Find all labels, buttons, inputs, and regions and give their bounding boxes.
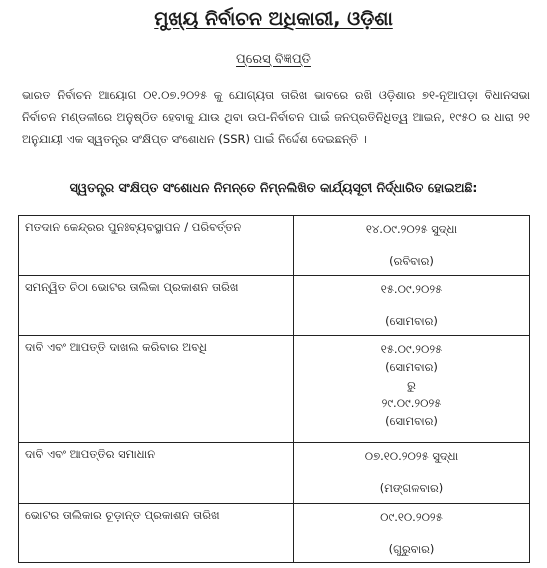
schedule-item-date-cell xyxy=(294,276,530,336)
schedule-item-label: ଭୋଟର ତାଲିକାର ଚୂଡ଼ାନ୍ତ ପ୍ରକାଶନ ତାରିଖ xyxy=(19,504,294,563)
body-paragraph: ଭାରତ ନିର୍ବାଚନ ଆୟୋଗ ୦୧.୦୭.୨୦୨୫ କୁ ଯୋଗ୍ୟତା ତାରିଖ ଭାବରେ ରଖି ଓଡ଼ିଶାର ୭୧-ନୂଆପଡ଼ା ବିଧାନସଭା ନିର୍ବାଚନ ମଣ୍ଡଳୀରେ ଅନୁଷ୍ଠିତ ହେବାକୁ ଯାଉ ଥିବା ଉପ-ନିର୍ବାଚନ ପାଇଁ ଜନପ୍ରତିନିଧିତ୍ୱ ଆଇନ, ୧୯୫୦ ର ଧାରା ୨୧ ଅନୁଯାୟୀ ଏକ ସ୍ୱତନ୍ତ୍ର ସଂକ୍ଷିପ୍ତ ସଂଶୋଧନ (SSR) ପାଇଁ ନିର୍ଦ୍ଦେଶ ଦେଇଛନ୍ତି । xyxy=(22,88,530,146)
schedule-day: (ମଙ୍ଗଳବାର) xyxy=(379,481,444,495)
schedule-date: ୦୯.୧୦.୨୦୨୫ xyxy=(380,510,443,524)
schedule-date: ୧୫.୦୯.୨୦୨୫ xyxy=(380,342,443,356)
press-release-heading xyxy=(0,52,547,67)
schedule-day: (ସୋମବାର) xyxy=(385,360,438,374)
schedule-item-date-cell xyxy=(294,504,530,563)
schedule-item-date-cell xyxy=(294,216,530,276)
table-row xyxy=(19,443,530,504)
schedule-item-date-cell xyxy=(294,336,530,443)
schedule-day: (ଗୁରୁବାର) xyxy=(388,542,435,556)
page-title xyxy=(0,8,547,30)
schedule-date-end: ୨୯.୦୯.୨୦୨୫ xyxy=(381,396,442,410)
schedule-date: ୧୪.୦୯.୨୦୨୫ ସୁଦ୍ଧା xyxy=(365,222,458,236)
table-row xyxy=(19,216,530,276)
table-row xyxy=(19,276,530,336)
table-row xyxy=(19,504,530,563)
page-title-text: ମୁଖ୍ୟ ନିର୍ବାଚନ ଅଧିକାରୀ, ଓଡ଼ିଶା xyxy=(154,8,393,30)
schedule-day-end: (ସୋମବାର) xyxy=(385,414,438,428)
schedule-date: ୧୫.୦୯.୨୦୨୫ xyxy=(380,282,443,296)
schedule-heading: ସ୍ୱତନ୍ତ୍ର ସଂକ୍ଷିପ୍ତ ସଂଶୋଧନ ନିମନ୍ତେ ନିମ୍ନଲିଖିତ କାର୍ଯ୍ୟସୂଚୀ ନିର୍ଦ୍ଧାରିତ ହୋଇଅଛି: xyxy=(69,180,478,195)
schedule-item-label: ଦାବି ଏବଂ ଆପତ୍ତିର ସମାଧାନ xyxy=(19,443,294,504)
schedule-date: ୦୭.୧୦.୨୦୨୫ ସୁଦ୍ଧା xyxy=(364,449,459,463)
schedule-item-label: ଦାବି ଏବଂ ଆପତ୍ତି ଦାଖଲ କରିବାର ଅବଧି xyxy=(19,336,294,443)
schedule-item-date-cell xyxy=(294,443,530,504)
schedule-day: (ରବିବାର) xyxy=(389,254,434,268)
table-row xyxy=(19,336,530,443)
schedule-item-label: ସମନ୍ୱିତ ଚିଠା ଭୋଟର ତାଲିକା ପ୍ରକାଶନ ତାରିଖ xyxy=(19,276,294,336)
schedule-day: (ସୋମବାର) xyxy=(385,314,438,328)
schedule-to: ରୁ xyxy=(407,378,416,392)
schedule-table xyxy=(18,215,530,563)
press-release-heading-text: ପ୍ରେସ୍ ବିଜ୍ଞପ୍ତି xyxy=(236,52,311,67)
schedule-item-label: ମତଦାନ କେନ୍ଦ୍ରର ପୁନଃବ୍ୟବସ୍ଥାପନ / ପରିବର୍ତ୍ତନ xyxy=(19,216,294,276)
